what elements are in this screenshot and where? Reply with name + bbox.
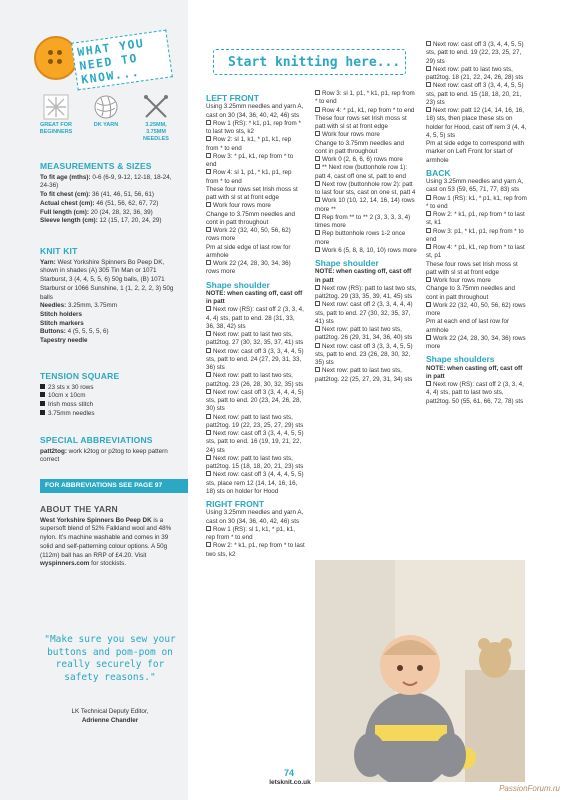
pattern-text — [426, 318, 528, 335]
tool-label: GREAT FOR BEGINNERS — [39, 122, 73, 135]
pattern-row — [206, 306, 305, 331]
pattern-text: Row 1 (RS): * k1, p1, rep from * to last two sts, k2 — [206, 119, 301, 135]
pattern-row — [206, 260, 305, 277]
pattern-text: ** Next row (buttonhole row 1): patt 4, cast off one st, patt to end — [315, 164, 408, 180]
row-checkbox[interactable] — [426, 107, 431, 112]
section-heading: LEFT FRONT — [206, 93, 259, 103]
pattern-text — [315, 115, 417, 132]
pattern-row — [426, 66, 528, 83]
tool-label: DK YARN — [93, 122, 119, 128]
pattern-row — [206, 120, 305, 137]
measure-row: Actual chest (cm): 46 (51, 56, 62, 67, 72) — [40, 199, 159, 207]
pattern-text: Work four rows more — [433, 277, 491, 284]
kit-row: Yarn: West Yorkshire Spinners Bo Peep DK, shown in shades (A) 305 Tin Man or 1071 Starburst, 3 (4, 4, 5, 5, 6) 50g balls, (B) 1071 Starburst or 1066 Sunshine, 1 (1, 2, 2, 2, 3) 50g balls — [40, 258, 174, 301]
pattern-text: Row 3: p1, * k1, p1, rep from * to end — [426, 227, 524, 243]
pattern-text: Using 3.25mm needles and yarn A, cast on 53 (59, 65, 71, 77, 83) sts — [426, 178, 524, 194]
pattern-row — [206, 227, 305, 244]
pattern-text: Next row: cast off 3 (3, 4, 4, 5, 5) sts, patt to end. 19 (22, 23, 25, 27, 29) sts — [426, 41, 524, 65]
pattern-row — [426, 335, 528, 352]
pattern-row — [315, 247, 417, 255]
pattern-row — [426, 244, 528, 261]
section-heading: Shape shoulders — [426, 354, 495, 365]
row-checkbox[interactable] — [206, 169, 211, 174]
pattern-text: Next row: cast off 3 (3, 3, 4, 5, 5) sts, patt to end. 23 (26, 28, 30, 32, 35) sts — [315, 342, 413, 366]
abbreviations-section: SPECIAL ABBREVIATIONS patt2tog: work k2tog or p2tog to keep pattern correct — [40, 436, 180, 465]
pattern-row — [206, 202, 305, 210]
row-checkbox[interactable] — [206, 348, 211, 353]
pattern-text: Next row: patt to last two sts, patt2tog. 27 (30, 32, 35, 37, 41) sts — [206, 331, 304, 347]
row-checkbox[interactable] — [426, 302, 431, 307]
pattern-text: Next row (RS): cast off 2 (3, 3, 4, 4, 4) sts, patt to end. 28 (31, 33, 36, 38, 42) sts — [206, 306, 304, 330]
section-heading: BACK — [426, 167, 451, 178]
knit-kit-section — [40, 247, 180, 346]
pattern-row — [315, 326, 417, 343]
row-checkbox[interactable] — [206, 331, 211, 336]
tools-row — [36, 94, 186, 152]
pattern-row — [315, 197, 417, 214]
row-checkbox[interactable] — [206, 136, 211, 141]
pattern-row — [206, 430, 305, 455]
quote-attribution: LK Technical Deputy Editor, Adrienne Chandler — [71, 708, 149, 724]
tension-item: Irish moss stitch — [40, 401, 180, 410]
row-checkbox[interactable] — [315, 285, 320, 290]
row-checkbox[interactable] — [426, 82, 431, 87]
row-checkbox[interactable] — [206, 471, 211, 476]
pattern-row — [426, 107, 528, 140]
pattern-text: Row 2: sl 1, k1, * p1, k1, rep from * to end — [206, 136, 292, 152]
measure-row: To fit chest (cm): 36 (41, 46, 51, 56, 61) — [40, 191, 154, 199]
pattern-text: Work four rows more — [213, 202, 271, 210]
pattern-text: NOTE: when casting off, cast off in patt — [315, 268, 412, 284]
pattern-text — [315, 140, 417, 157]
pattern-text: Work 0 (2, 6, 6, 6) rows more — [322, 156, 403, 163]
pattern-row — [315, 107, 417, 115]
pattern-text: Work 6 (5, 8, 8, 10, 10) rows more — [322, 246, 417, 254]
pattern-text: Work 22 (32, 40, 50, 56, 62) rows more — [426, 301, 526, 317]
website-link[interactable]: wyspinners.com — [40, 560, 90, 568]
row-checkbox[interactable] — [315, 326, 320, 331]
section-heading: Shape shoulder — [206, 279, 270, 290]
row-checkbox[interactable] — [315, 301, 320, 306]
row-checkbox[interactable] — [206, 542, 211, 547]
baby-photo — [315, 560, 525, 782]
pattern-text: Row 2: * k1, p1, rep from * to last st, k1 — [426, 211, 525, 227]
pattern-text: Using 3.25mm needles and yarn A, cast on 30 (34, 36, 40, 42, 46) sts — [206, 103, 304, 119]
kit-row: Stitch holders — [40, 310, 82, 318]
pattern-row — [426, 82, 528, 107]
row-checkbox[interactable] — [206, 414, 211, 419]
pattern-row — [426, 195, 528, 212]
row-checkbox[interactable] — [315, 247, 320, 252]
pattern-text: Next row: patt to last two sts, patt2tog. 22 (25, 27, 29, 31, 34) sts — [315, 367, 413, 383]
row-checkbox[interactable] — [206, 526, 211, 531]
row-checkbox[interactable] — [315, 181, 320, 186]
pattern-text — [206, 244, 305, 261]
pattern-row — [315, 230, 417, 247]
about-yarn-section: ABOUT THE YARN West Yorkshire Spinners Bo Peep DK is a supersoft blend of 52% Falkland wool and 48% nylon. It's machine washable and comes in 39 solid and self-patterning colour options. A 50g (112m) ball has an RRP of £4.20. Visit wyspinners.com for stockists. — [40, 505, 180, 569]
row-checkbox[interactable] — [315, 90, 320, 95]
row-checkbox[interactable] — [426, 211, 431, 216]
tension-section — [40, 372, 180, 419]
pattern-text: Rep buttonhole rows 1-2 once more — [315, 230, 406, 246]
pattern-text — [206, 186, 305, 203]
row-checkbox[interactable] — [426, 41, 431, 46]
pull-quote: "Make sure you sew your buttons and pom-pom on really securely for safety reasons." — [44, 634, 176, 683]
watermark: PassionForum.ru — [499, 784, 560, 793]
pattern-text: Work 22 (32, 40, 50, 56, 62) rows more — [206, 227, 291, 243]
row-checkbox[interactable] — [206, 372, 211, 377]
row-checkbox[interactable] — [206, 120, 211, 125]
pattern-note — [206, 290, 305, 307]
pattern-text: Work 10 (10, 12, 14, 16, 14) rows more ** — [315, 197, 415, 213]
pattern-row — [426, 381, 528, 406]
pattern-text — [426, 178, 528, 195]
section-heading: KNIT KIT — [40, 246, 78, 256]
row-checkbox[interactable] — [315, 156, 320, 161]
row-checkbox[interactable] — [315, 107, 320, 112]
sidebar-title: WHAT YOU NEED TO KNOW... — [71, 30, 173, 91]
page-number: 74 — [283, 768, 294, 778]
measure-row: Full length (cm): 20 (24, 28, 32, 36, 39) — [40, 208, 153, 216]
pattern-row — [206, 372, 305, 389]
pattern-text: Rep from ** to ** 2 (3, 3, 3, 3, 4) times more — [315, 213, 411, 229]
pattern-note — [426, 365, 528, 382]
pattern-row — [206, 136, 305, 153]
row-checkbox[interactable] — [426, 66, 431, 71]
needles-icon — [143, 94, 169, 120]
beginner-tool — [36, 94, 76, 136]
pattern-row — [315, 343, 417, 368]
pattern-row — [206, 169, 305, 186]
sidebar — [0, 0, 188, 800]
pattern-text: Row 4: * p1, k1, rep from * to last st, p1 — [426, 244, 525, 260]
pattern-column-1 — [206, 90, 305, 559]
pattern-text: Row 2: * k1, p1, rep from * to last two sts, k2 — [206, 542, 305, 558]
row-checkbox[interactable] — [206, 153, 211, 158]
kit-row: Stitch markers — [40, 319, 84, 327]
row-checkbox[interactable] — [426, 335, 431, 340]
pattern-row — [426, 211, 528, 228]
pattern-row — [206, 348, 305, 373]
pattern-text: NOTE: when casting off, cast off in patt — [206, 289, 303, 305]
row-checkbox[interactable] — [315, 214, 320, 219]
pattern-text: Next row: cast off 3 (4, 4, 4, 5, 5) sts, place rem 12 (14, 14, 16, 16, 18) sts on holder for Hood — [206, 471, 304, 495]
pattern-text: Next row: patt to last two sts, patt2tog. 19 (22, 23, 25, 27, 29) sts — [206, 413, 304, 429]
row-checkbox[interactable] — [426, 195, 431, 200]
pattern-column-2 — [315, 90, 417, 384]
tool-label: 3.25MM, 3.75MM NEEDLES — [143, 122, 169, 142]
pattern-row — [315, 285, 417, 302]
pattern-text: NOTE: when casting off, cast off in patt — [426, 364, 523, 380]
pattern-text: Next row: cast off 3 (3, 4, 4, 5, 5) sts, patt to end. 15 (18, 18, 20, 21, 23) sts — [426, 82, 524, 106]
row-checkbox[interactable] — [426, 228, 431, 233]
row-checkbox[interactable] — [426, 381, 431, 386]
kit-row: Buttons: 4 (5, 5, 5, 5, 6) — [40, 328, 109, 336]
pattern-text: Pm at each end of last row for armhole — [426, 318, 510, 334]
pattern-text: Change to 3.75mm needles and cont in patt throughout — [315, 139, 404, 155]
row-checkbox[interactable] — [315, 230, 320, 235]
section-heading: SPECIAL ABBREVIATIONS — [40, 435, 153, 445]
pattern-text: Using 3.25mm needles and yarn A, cast on 30 (34, 36, 40, 42, 46) sts — [206, 509, 304, 525]
pattern-row — [206, 471, 305, 496]
start-knitting-banner: Start knitting here... — [213, 49, 406, 75]
pattern-text: Next row: cast off 2 (3, 3, 4, 4, 4) sts, patt to end. 27 (30, 32, 35, 37, 41) sts — [315, 301, 413, 325]
pattern-text — [206, 103, 305, 120]
tension-item: 23 sts x 30 rows — [40, 384, 180, 393]
row-checkbox[interactable] — [315, 164, 320, 169]
section-heading: TENSION SQUARE — [40, 371, 120, 381]
pattern-text: Change to 3.75mm needles and cont in patt throughout — [426, 285, 515, 301]
pattern-text: Work 22 (24, 28, 30, 34, 36) rows more — [206, 260, 291, 276]
pattern-text: Next row (RS): patt to last two sts, patt2tog. 29 (33, 35, 39, 41, 45) sts — [315, 284, 417, 300]
pattern-text: Next row: cast off 3 (3, 3, 4, 4, 5) sts, patt to end. 24 (27, 29, 31, 33, 36) sts — [206, 347, 304, 371]
pattern-text: These four rows set Irish moss st patt with sl st at front edge — [315, 114, 407, 130]
kit-row: Needles: 3.25mm, 3.75mm — [40, 302, 117, 310]
pattern-text: Change to 3.75mm needles and cont in patt throughout — [206, 210, 295, 226]
row-checkbox[interactable] — [206, 260, 211, 265]
pattern-text: These four rows set Irish moss st patt with sl st at front edge — [426, 260, 518, 276]
pattern-text: Row 4: sl 1, p1, * k1, p1, rep from * to end — [206, 169, 292, 185]
tension-item: 10cm x 10cm — [40, 392, 180, 401]
site-url[interactable]: letsknit.co.uk — [269, 779, 311, 786]
row-checkbox[interactable] — [315, 367, 320, 372]
pattern-row — [315, 367, 417, 384]
pattern-text: Next row: cast off 3 (3, 4, 4, 4, 5) sts, patt to end. 20 (23, 24, 26, 28, 30) sts — [206, 388, 304, 413]
pattern-text: Next row: patt to last two sts, patt2tog. 15 (18, 18, 20, 21, 23) sts — [206, 454, 304, 470]
pattern-text: These four rows set Irish moss st patt with sl st at front edge — [206, 185, 298, 201]
tension-item: 3.75mm needles — [40, 410, 180, 419]
pattern-text: Work four rows more — [322, 131, 380, 139]
yarn-tool — [86, 94, 126, 129]
pattern-text: Pm at side edge of last row for armhole — [206, 243, 291, 259]
pattern-text: Next row: patt to last two sts, patt2tog. 26 (29, 31, 34, 36, 40) sts — [315, 326, 413, 342]
pattern-row — [426, 302, 528, 319]
measure-row: To fit age (mths): 0-6 (6-9, 9-12, 12-18, 18-24, 24-36) — [40, 173, 172, 190]
pattern-row — [206, 455, 305, 472]
pattern-text — [426, 285, 528, 302]
abbreviations-banner: FOR ABBREVIATIONS SEE PAGE 97 — [40, 479, 188, 493]
checkmark-icon — [43, 94, 69, 120]
pattern-row — [206, 542, 305, 559]
pattern-row — [206, 414, 305, 431]
row-checkbox[interactable] — [426, 277, 431, 282]
pattern-text: Pm at side edge to correspond with marker on Left Front for start of armhole — [426, 140, 524, 164]
pattern-text: Work 22 (24, 28, 30, 34, 36) rows more — [426, 334, 526, 350]
pattern-text — [206, 509, 305, 526]
section-heading: MEASUREMENTS & SIZES — [40, 161, 152, 171]
pattern-row — [426, 41, 528, 66]
pattern-row — [315, 156, 417, 164]
pattern-text — [426, 261, 528, 278]
row-checkbox[interactable] — [315, 343, 320, 348]
pattern-note — [315, 268, 417, 285]
pattern-row — [426, 277, 528, 285]
pattern-row — [315, 131, 417, 139]
pattern-text: Row 1 (RS): k1, * p1, k1, rep from * to end — [426, 194, 527, 210]
pattern-text: Row 4: * p1, k1, rep from * to end — [322, 106, 415, 114]
pattern-text — [426, 140, 528, 165]
pattern-text: Next row (buttonhole row 2): patt to last four sts, cast on one st, patt 4 — [315, 180, 416, 196]
row-checkbox[interactable] — [206, 389, 211, 394]
row-checkbox[interactable] — [206, 306, 211, 311]
needles-tool — [136, 94, 176, 143]
pattern-row — [206, 331, 305, 348]
row-checkbox[interactable] — [206, 455, 211, 460]
pattern-row — [206, 389, 305, 414]
pattern-text: Next row: patt to last two sts, patt2tog. 18 (21, 22, 24, 26, 28) sts — [426, 65, 524, 81]
section-heading: RIGHT FRONT — [206, 499, 265, 509]
pattern-row — [206, 526, 305, 543]
pattern-text: Row 1 (RS): sl 1, k1, * p1, k1, rep from * to end — [206, 525, 295, 541]
measure-row: Sleeve length (cm): 12 (15, 17, 20, 24, 29) — [40, 217, 162, 225]
section-heading: ABOUT THE YARN — [40, 504, 118, 514]
pattern-text: Next row: patt to last two sts, patt2tog. 23 (26, 28, 30, 32, 35) sts — [206, 372, 304, 388]
row-checkbox[interactable] — [206, 227, 211, 232]
pattern-text — [206, 211, 305, 228]
row-checkbox[interactable] — [426, 244, 431, 249]
pattern-text: Next row: cast off 3 (3, 4, 4, 5, 5) sts, patt to end. 16 (19, 19, 21, 22, 24) sts — [206, 430, 304, 454]
pattern-row — [315, 164, 417, 181]
pattern-row — [315, 301, 417, 326]
pattern-row — [315, 90, 417, 107]
pattern-row — [315, 181, 417, 198]
section-heading: Shape shoulder — [315, 258, 379, 268]
measurements-section — [40, 162, 180, 226]
pattern-row — [315, 214, 417, 231]
row-checkbox[interactable] — [315, 197, 320, 202]
pattern-row — [206, 153, 305, 170]
row-checkbox[interactable] — [206, 430, 211, 435]
pattern-text: Next row: patt 12 (14, 14, 16, 16, 18) sts, then place these sts on holder for Hood, cast off rem 3 (4, 4, 4, 5, 5) sts — [426, 107, 527, 139]
pattern-text: Next row (RS): cast off 2 (3, 3, 4, 4, 4) sts, patt to last two sts, patt2tog. 50 (55, 61, 66, 72, 78) sts — [426, 381, 524, 405]
row-checkbox[interactable] — [206, 202, 211, 207]
row-checkbox[interactable] — [315, 131, 320, 136]
pattern-column-3 — [426, 41, 528, 406]
kit-row: Tapestry needle — [40, 337, 88, 345]
pattern-row — [426, 228, 528, 245]
pattern-text: Row 3: sl 1, p1, * k1, p1, rep from * to end — [315, 90, 415, 106]
yarn-ball-icon — [93, 94, 119, 120]
pattern-text: Row 3: * p1, k1, rep from * to end — [206, 152, 294, 168]
